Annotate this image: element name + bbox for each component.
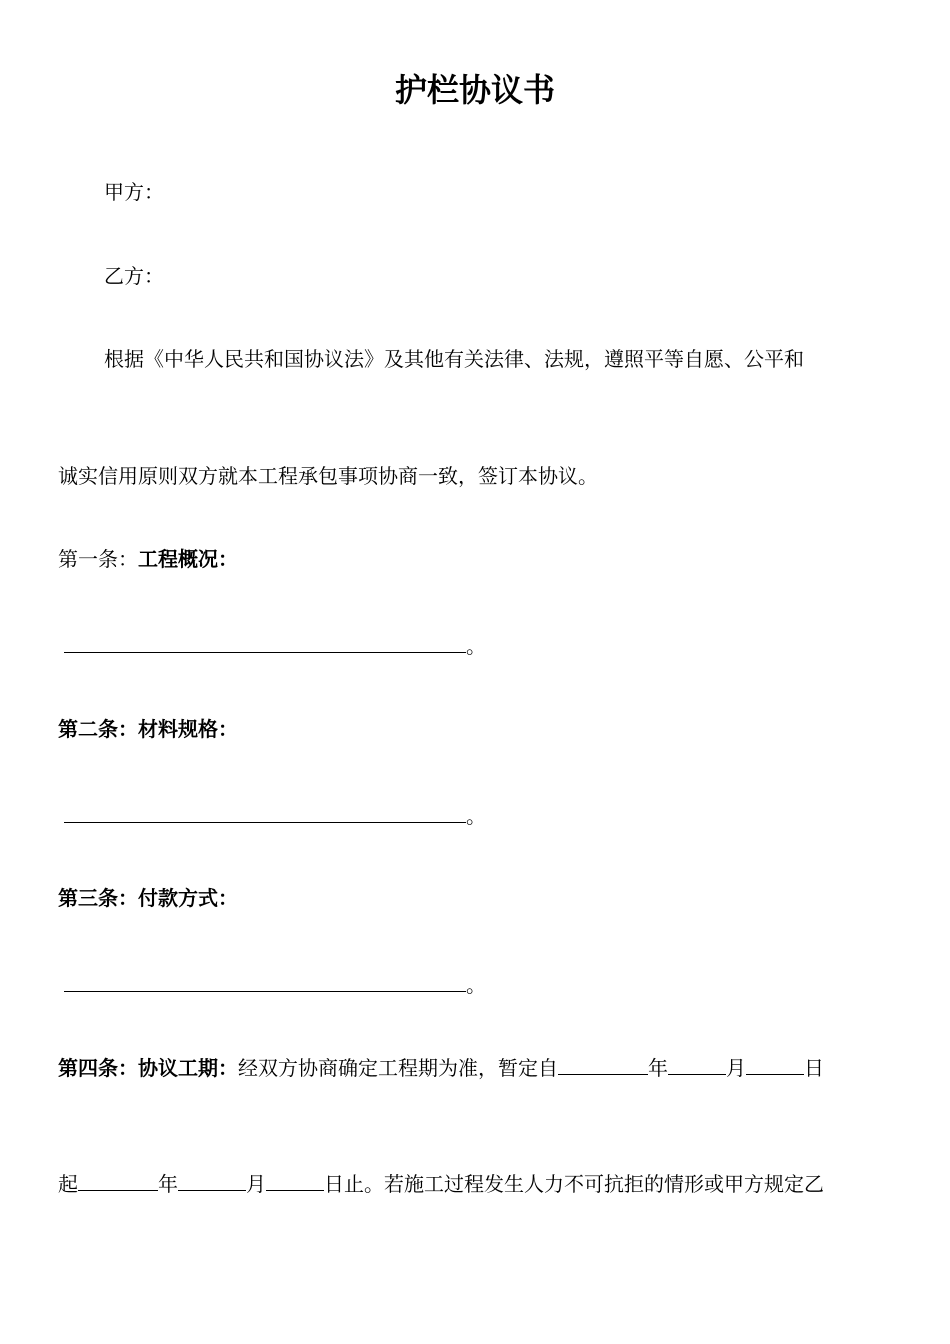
year-label: 年 (158, 1172, 178, 1196)
day-label: 日 (804, 1056, 824, 1080)
article-3-heading: 第三条：付款方式： (58, 886, 238, 910)
year-blank[interactable] (558, 1054, 648, 1075)
year-blank[interactable] (78, 1170, 158, 1191)
article-1-fill-line (64, 632, 486, 660)
document-title: 护栏协议书 (394, 71, 555, 109)
blank-period: 。 (466, 973, 486, 997)
month-label: 月 (246, 1172, 266, 1196)
start-label: 起 (58, 1172, 78, 1196)
article-1-heading (58, 545, 238, 573)
intro-paragraph-line-2: 诚实信用原则双方就本工程承包事项协商一致，签订本协议。 (58, 464, 598, 488)
fill-in-blank[interactable] (64, 802, 466, 823)
article-4-continuation: 日止。若施工过程发生人力不可抗拒的情形或甲方规定乙 (324, 1172, 824, 1196)
month-blank[interactable] (668, 1054, 726, 1075)
fill-in-blank[interactable] (64, 632, 466, 653)
day-blank[interactable] (266, 1170, 324, 1191)
article-3-fill-line (64, 971, 486, 999)
article-1-prefix: 第一条： (58, 547, 138, 571)
blank-period: 。 (466, 634, 486, 658)
article-4-text: 经双方协商确定工程期为准，暂定自 (238, 1056, 558, 1080)
article-1-title: 工程概况： (138, 547, 238, 571)
year-label: 年 (648, 1056, 668, 1080)
article-4-line-1 (58, 1054, 824, 1082)
intro-paragraph-line-1: 根据《中华人民共和国协议法》及其他有关法律、法规，遵照平等自愿、公平和 (104, 347, 804, 371)
party-a-label: 甲方： (104, 180, 164, 204)
month-label: 月 (726, 1056, 746, 1080)
article-4-title: 第四条：协议工期： (58, 1056, 238, 1080)
party-b-label: 乙方： (104, 264, 164, 288)
fill-in-blank[interactable] (64, 971, 466, 992)
article-4-line-2 (58, 1170, 824, 1198)
day-blank[interactable] (746, 1054, 804, 1075)
month-blank[interactable] (178, 1170, 246, 1191)
blank-period: 。 (466, 804, 486, 828)
article-2-heading: 第二条：材料规格： (58, 717, 238, 741)
article-2-fill-line (64, 802, 486, 830)
